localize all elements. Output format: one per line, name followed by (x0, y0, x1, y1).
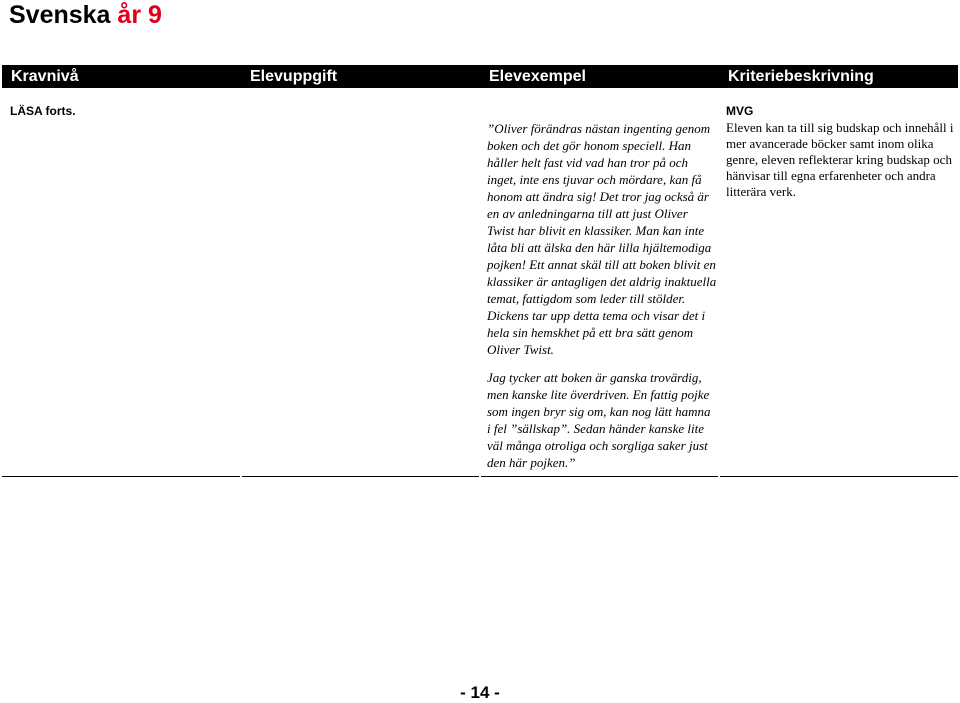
example-paragraph-2: Jag tycker att boken är ganska trovärdig, men kanske lite överdriven. En fattig pojke som ingen bryr sig om, kan nog lätt hamna i fel ”sällskap”. Sedan händer kanske lite väl många otroliga och sorgliga saker just den här pojken.” (487, 370, 711, 470)
table-bottom-rule-col3 (481, 476, 718, 477)
page-title (9, 0, 162, 30)
title-accent: år 9 (117, 1, 162, 29)
level-label: LÄSA forts. (10, 104, 76, 118)
header-elevuppgift: Elevuppgift (250, 68, 338, 85)
header-kravniva: Kravnivå (11, 68, 79, 85)
table-bottom-rule-col2 (242, 476, 479, 477)
header-kriteriebeskrivning: Kriteriebeskrivning (728, 68, 874, 85)
table-header (2, 65, 958, 88)
table-bottom-rule-col4 (720, 476, 958, 477)
table-bottom-rule-col1 (2, 476, 240, 477)
example-paragraph-1: ”Oliver förändras nästan ingenting genom boken och det gör honom speciell. Han håller helt fast vid vad han tror på och inget, inte ens tjuvar och mördare, kan få honom att ändra sig! Det tror jag också är en av anledningarna till att just Oliver Twist har blivit en klassiker. Man kan inte låta bli att älska den här lilla hjältemodiga pojken! Ett annat skäl till att boken blivit en klassiker är antagligen det aldrig inaktuella temat, fattigdom som leder till stölder. Dickens tar upp detta tema och visar det i hela sin hemskhet på ett bra sätt genom Oliver Twist. (487, 121, 717, 357)
page-number: - 14 - (460, 683, 500, 702)
header-elevexempel: Elevexempel (489, 68, 586, 85)
criteria-description: Eleven kan ta till sig budskap och innehåll i mer avancerade böcker samt inom olika genre, eleven reflekterar kring budskap och hänvisar till egna erfarenheter och andra litterära verk. (726, 120, 954, 199)
grade-label: MVG (726, 104, 754, 118)
title-main: Svenska (9, 1, 111, 29)
